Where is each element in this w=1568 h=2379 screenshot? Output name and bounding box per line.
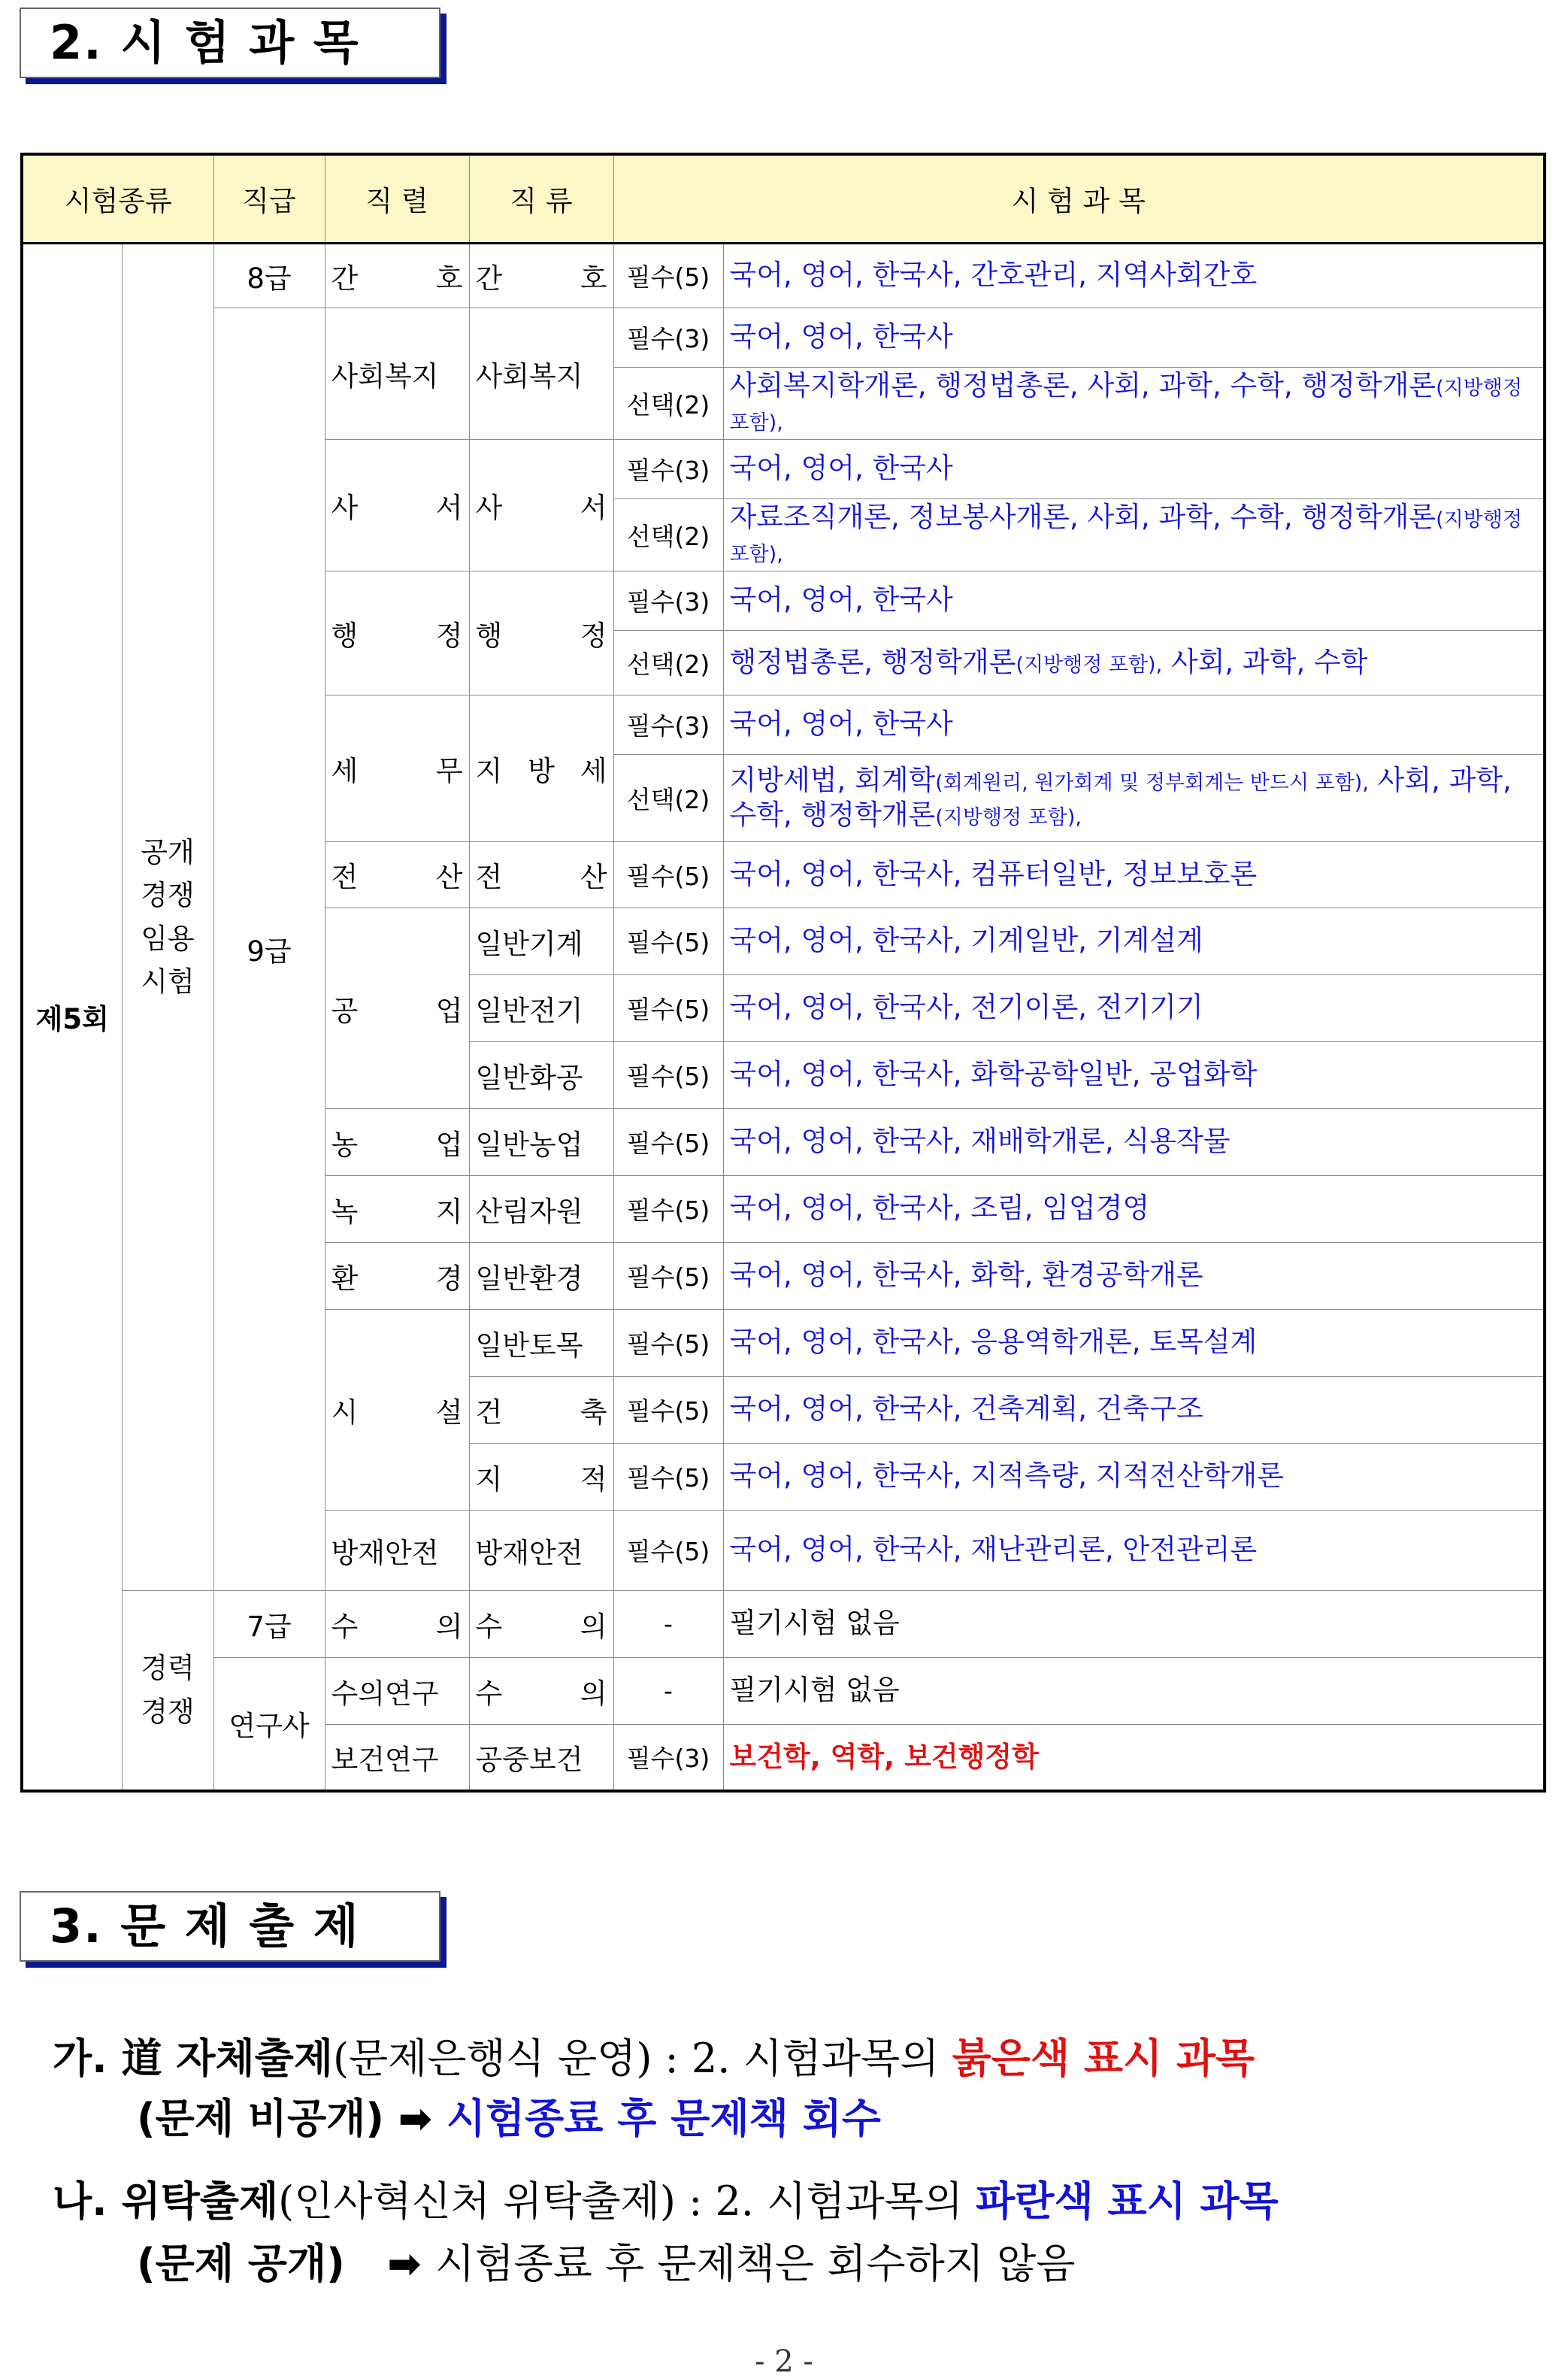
series-cell: 사 서	[325, 439, 469, 571]
req-cell: 필수(3)	[613, 1724, 723, 1791]
round-cell: 제5회	[22, 243, 122, 1791]
section-2-heading	[20, 8, 440, 78]
page-number: - 2 -	[755, 2344, 813, 2379]
subject-text: 사회복지학개론, 행정법총론, 사회, 과학, 수학, 행정학개론	[729, 368, 1436, 402]
subject-cell: 국어, 영어, 한국사	[723, 439, 1545, 499]
series-cell: 방재안전	[325, 1510, 469, 1590]
series-cell: 사회복지	[325, 308, 469, 439]
class-cell: 수 의	[469, 1590, 613, 1657]
subject-cell: 국어, 영어, 한국사, 화학공학일반, 공업화학	[723, 1041, 1545, 1108]
subject-cell: 국어, 영어, 한국사, 건축계획, 건축구조	[723, 1376, 1545, 1443]
para-ga-line1	[53, 2026, 1255, 2084]
req-cell: 필수(3)	[613, 308, 723, 367]
subject-cell	[723, 499, 1545, 571]
para-ga-note: (문제 비공개)	[137, 2095, 384, 2142]
req-cell: 필수(5)	[613, 243, 723, 308]
class-cell: 방재안전	[469, 1510, 613, 1590]
subject-text: 사회, 과학, 수학	[1162, 645, 1368, 678]
class-cell: 일반농업	[469, 1108, 613, 1175]
series-cell: 시 설	[325, 1309, 469, 1510]
subject-text: 자료조직개론, 정보봉사개론, 사회, 과학, 수학, 행정학개론	[729, 500, 1436, 533]
para-ga-line2	[137, 2087, 881, 2144]
table-row	[22, 1590, 1545, 1657]
grade-cell: 7급	[213, 1590, 325, 1657]
class-cell: 전 산	[469, 841, 613, 908]
req-cell: 선택(2)	[613, 630, 723, 695]
class-cell: 일반기계	[469, 908, 613, 974]
table-row	[22, 243, 1545, 308]
subject-cell: 보건학, 역학, 보건행정학	[723, 1724, 1545, 1791]
para-na-lead: 나. 위탁출제	[53, 2177, 279, 2225]
class-cell: 건 축	[469, 1376, 613, 1443]
para-ga-paren: (문제은행식 운영) : 2. 시험과목의	[332, 2035, 952, 2082]
exam-subject-table	[20, 153, 1546, 1793]
req-cell: 선택(2)	[613, 499, 723, 571]
req-cell: 필수(5)	[613, 1242, 723, 1309]
para-na-highlight: 파란색 표시 과목	[976, 2177, 1279, 2225]
table-row	[22, 1657, 1545, 1724]
subject-note: (회계원리, 원가회계 및 정부회계는 반드시 포함),	[935, 771, 1369, 795]
class-cell: 사회복지	[469, 308, 613, 439]
subject-cell	[723, 367, 1545, 439]
series-cell: 보건연구	[325, 1724, 469, 1791]
subject-cell	[723, 754, 1545, 841]
series-cell: 농 업	[325, 1108, 469, 1175]
header-series: 직 렬	[325, 154, 469, 243]
subject-cell: 국어, 영어, 한국사, 전기이론, 전기기기	[723, 974, 1545, 1041]
subject-note: (지방행정 포함),	[935, 806, 1082, 829]
section-3-title: 3. 문 제 출 제	[50, 1899, 360, 1953]
subject-note: (지방행정 포함),	[729, 508, 1523, 566]
subject-cell: 국어, 영어, 한국사, 응용역학개론, 토목설계	[723, 1309, 1545, 1376]
req-cell: 필수(5)	[613, 1175, 723, 1242]
para-ga-highlight: 붉은색 표시 과목	[952, 2034, 1255, 2082]
req-cell: 필수(5)	[613, 841, 723, 908]
class-cell: 지 방 세	[469, 695, 613, 841]
class-cell: 일반화공	[469, 1041, 613, 1108]
subject-cell: 국어, 영어, 한국사, 지적측량, 지적전산학개론	[723, 1443, 1545, 1510]
req-cell: 필수(5)	[613, 1510, 723, 1590]
subject-cell: 필기시험 없음	[723, 1657, 1545, 1724]
class-cell: 일반전기	[469, 974, 613, 1041]
req-cell: 필수(5)	[613, 1041, 723, 1108]
req-cell: -	[613, 1657, 723, 1724]
req-cell: 필수(5)	[613, 1443, 723, 1510]
subject-cell: 국어, 영어, 한국사	[723, 571, 1545, 630]
class-cell: 사 서	[469, 439, 613, 571]
para-na-note: (문제 공개)	[137, 2240, 345, 2287]
table-row	[22, 308, 1545, 367]
para-na-line1	[53, 2169, 1279, 2227]
grade-cell: 연구사	[213, 1657, 325, 1791]
subject-note: (지방행정 포함),	[729, 376, 1523, 435]
subject-cell: 국어, 영어, 한국사, 간호관리, 지역사회간호	[723, 243, 1545, 308]
subject-cell: 국어, 영어, 한국사	[723, 695, 1545, 754]
class-cell: 간 호	[469, 243, 613, 308]
subject-cell: 국어, 영어, 한국사, 재배학개론, 식용작물	[723, 1108, 1545, 1175]
subject-cell: 국어, 영어, 한국사, 컴퓨터일반, 정보보호론	[723, 841, 1545, 908]
subject-cell: 국어, 영어, 한국사, 기계일반, 기계설계	[723, 908, 1545, 974]
req-cell: 선택(2)	[613, 754, 723, 841]
para-na-result: 시험종료 후 문제책은 회수하지 않음	[435, 2240, 1076, 2287]
req-cell: 필수(5)	[613, 1309, 723, 1376]
header-class: 직 류	[469, 154, 613, 243]
req-cell: 필수(5)	[613, 908, 723, 974]
req-cell: 필수(5)	[613, 1376, 723, 1443]
subject-cell: 국어, 영어, 한국사, 재난관리론, 안전관리론	[723, 1510, 1545, 1590]
header-exam-type: 시험종류	[22, 154, 213, 243]
series-cell: 전 산	[325, 841, 469, 908]
class-cell: 수 의	[469, 1657, 613, 1724]
header-subjects: 시 험 과 목	[613, 154, 1545, 243]
section-2-title: 2. 시 험 과 목	[50, 15, 360, 70]
class-cell: 지 적	[469, 1443, 613, 1510]
req-cell: -	[613, 1590, 723, 1657]
series-cell: 간 호	[325, 243, 469, 308]
series-cell: 수의연구	[325, 1657, 469, 1724]
subject-note: (지방행정 포함),	[1016, 653, 1163, 677]
grade-cell: 8급	[213, 243, 325, 308]
subject-cell: 국어, 영어, 한국사, 조림, 임업경영	[723, 1175, 1545, 1242]
req-cell: 필수(3)	[613, 695, 723, 754]
arrow-icon: ➡	[383, 2095, 446, 2142]
subject-cell: 국어, 영어, 한국사, 화학, 환경공학개론	[723, 1242, 1545, 1309]
para-ga-result: 시험종료 후 문제책 회수	[446, 2094, 881, 2142]
series-cell: 세 무	[325, 695, 469, 841]
para-na-paren: (인사혁신처 위탁출제) : 2. 시험과목의	[278, 2177, 976, 2225]
req-cell: 필수(5)	[613, 974, 723, 1041]
series-cell: 공 업	[325, 908, 469, 1108]
class-cell: 산림자원	[469, 1175, 613, 1242]
subject-cell	[723, 630, 1545, 695]
class-cell: 행 정	[469, 571, 613, 695]
para-ga-lead: 가. 道 자체출제	[53, 2035, 333, 2082]
series-cell: 행 정	[325, 571, 469, 695]
class-cell: 일반환경	[469, 1242, 613, 1309]
req-cell: 필수(5)	[613, 1108, 723, 1175]
exam-type-career: 경력 경쟁	[122, 1590, 213, 1791]
series-cell: 수 의	[325, 1590, 469, 1657]
subject-text: 사회, 과학, 수학, 행정학개론	[729, 763, 1512, 831]
para-na-line2	[137, 2232, 1075, 2290]
table-header-row	[22, 154, 1545, 243]
subject-text: 행정법총론, 행정학개론	[729, 645, 1016, 678]
series-cell: 환 경	[325, 1242, 469, 1309]
class-cell: 일반토목	[469, 1309, 613, 1376]
subject-cell: 국어, 영어, 한국사	[723, 308, 1545, 367]
arrow-icon: ➡	[344, 2240, 436, 2287]
req-cell: 필수(3)	[613, 571, 723, 630]
grade-cell: 9급	[213, 308, 325, 1590]
subject-text: 지방세법, 회계학	[729, 763, 936, 796]
exam-type-open: 공개 경쟁 임용 시험	[122, 243, 213, 1590]
section-3-heading	[20, 1891, 440, 1962]
req-cell: 선택(2)	[613, 367, 723, 439]
class-cell: 공중보건	[469, 1724, 613, 1791]
subject-cell: 필기시험 없음	[723, 1590, 1545, 1657]
series-cell: 녹 지	[325, 1175, 469, 1242]
header-grade: 직급	[213, 154, 325, 243]
req-cell: 필수(3)	[613, 439, 723, 499]
